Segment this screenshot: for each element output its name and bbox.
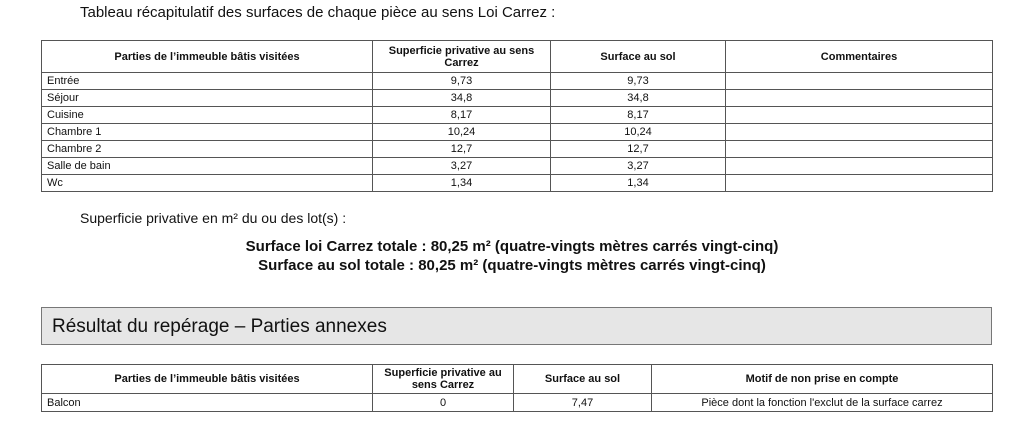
row-sol: 8,17 <box>551 107 726 124</box>
annexes-table <box>41 364 993 412</box>
row-piece: Chambre 2 <box>42 141 373 158</box>
row-piece: Séjour <box>42 90 373 107</box>
table-row <box>42 141 993 158</box>
header-surface-sol: Surface au sol <box>551 41 726 73</box>
row-comment <box>726 73 993 90</box>
total-carrez: Surface loi Carrez totale : 80,25 m² (quatre-vingts mètres carrés vingt-cinq) <box>245 238 779 255</box>
row-piece: Salle de bain <box>42 158 373 175</box>
row-motif: Pièce dont la fonction l'exclut de la surface carrez <box>652 394 993 412</box>
row-carrez: 1,34 <box>373 175 551 192</box>
row-carrez: 3,27 <box>373 158 551 175</box>
row-carrez: 9,73 <box>373 73 551 90</box>
row-sol: 9,73 <box>551 73 726 90</box>
row-sol: 12,7 <box>551 141 726 158</box>
row-comment <box>726 90 993 107</box>
row-carrez: 10,24 <box>373 124 551 141</box>
section-title: Résultat du repérage – Parties annexes <box>52 316 387 337</box>
table-row <box>42 175 993 192</box>
table-row <box>42 107 993 124</box>
row-piece: Wc <box>42 175 373 192</box>
row-carrez: 12,7 <box>373 141 551 158</box>
table-row <box>42 394 993 412</box>
table-row <box>42 73 993 90</box>
table-header-row <box>42 365 993 394</box>
row-comment <box>726 175 993 192</box>
row-sol: 10,24 <box>551 124 726 141</box>
lot-surface-subtitle: Superficie privative en m² du ou des lot(s) : <box>80 210 347 226</box>
row-comment <box>726 107 993 124</box>
table-row <box>42 124 993 141</box>
row-carrez: 34,8 <box>373 90 551 107</box>
intro-text: Tableau récapitulatif des surfaces de chaque pièce au sens Loi Carrez : <box>80 4 556 21</box>
row-comment <box>726 141 993 158</box>
row-sol: 1,34 <box>551 175 726 192</box>
header-superficie-carrez: Superficie privative au sens Carrez <box>373 41 551 73</box>
row-carrez: 8,17 <box>373 107 551 124</box>
header-commentaires: Commentaires <box>726 41 993 73</box>
row-piece: Balcon <box>42 394 373 412</box>
row-sol: 7,47 <box>514 394 652 412</box>
row-piece: Entrée <box>42 73 373 90</box>
row-piece: Chambre 1 <box>42 124 373 141</box>
section-header <box>41 307 992 345</box>
carrez-summary-table <box>41 40 993 192</box>
row-piece: Cuisine <box>42 107 373 124</box>
row-comment <box>726 158 993 175</box>
header-parties: Parties de l’immeuble bâtis visitées <box>42 41 373 73</box>
header-motif: Motif de non prise en compte <box>652 365 993 394</box>
row-comment <box>726 124 993 141</box>
table-row <box>42 90 993 107</box>
header-parties: Parties de l’immeuble bâtis visitées <box>42 365 373 394</box>
row-carrez: 0 <box>373 394 514 412</box>
row-sol: 3,27 <box>551 158 726 175</box>
table-header-row <box>42 41 993 73</box>
row-sol: 34,8 <box>551 90 726 107</box>
header-superficie-carrez: Superficie privative au sens Carrez <box>373 365 514 394</box>
header-surface-sol: Surface au sol <box>514 365 652 394</box>
total-sol: Surface au sol totale : 80,25 m² (quatre-vingts mètres carrés vingt-cinq) <box>258 257 766 274</box>
table-row <box>42 158 993 175</box>
